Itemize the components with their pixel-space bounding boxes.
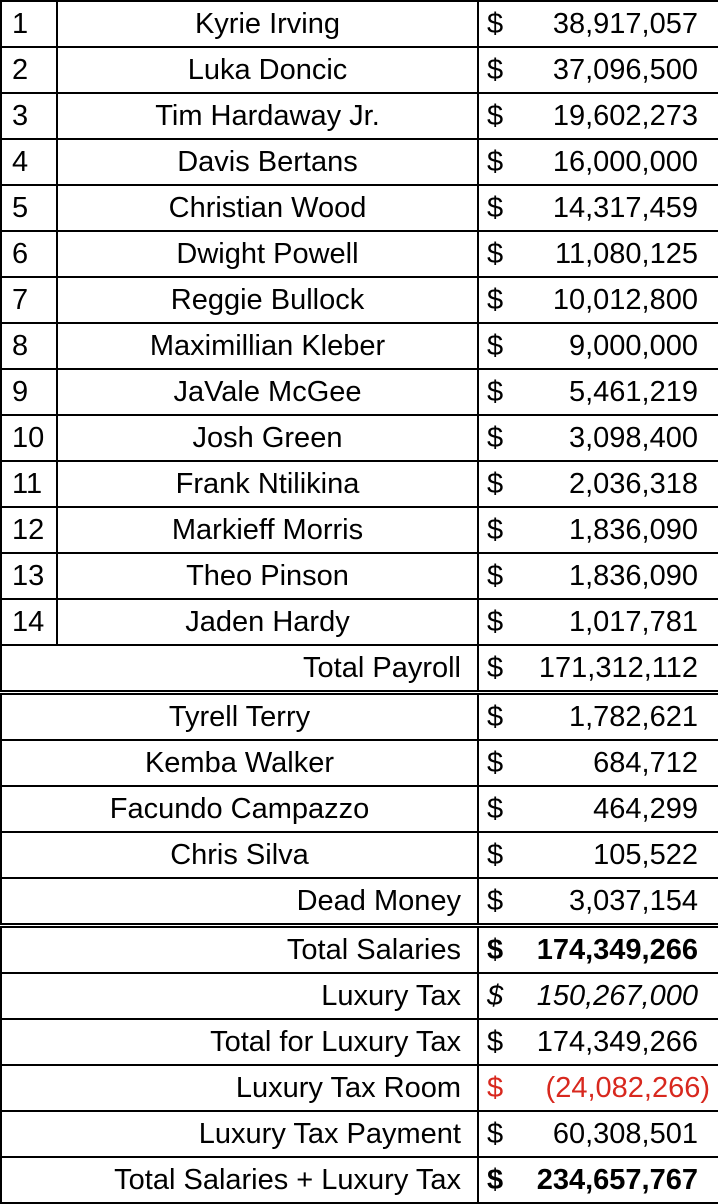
table-row [1, 786, 718, 832]
salary-value: 38,917,057 [552, 8, 698, 40]
salary-value: 1,782,621 [568, 701, 698, 733]
salary-value: 1,017,781 [568, 606, 698, 638]
player-rank: 9 [1, 369, 57, 415]
salary-value: 19,602,273 [552, 100, 698, 132]
salary-amount [478, 185, 718, 231]
total-salaries-label: Total Salaries [1, 926, 478, 974]
currency-symbol: $ [487, 8, 504, 40]
currency-symbol: $ [487, 1026, 504, 1058]
total-payroll-row [1, 645, 718, 693]
table-row [1, 693, 718, 741]
total-salaries-plus-tax-label: Total Salaries + Luxury Tax [1, 1157, 478, 1203]
player-name: Tyrell Terry [1, 693, 478, 741]
salary-amount [478, 507, 718, 553]
player-name: Chris Silva [1, 832, 478, 878]
table-row [1, 93, 718, 139]
luxury-tax-payment-value: 60,308,501 [552, 1118, 698, 1150]
table-row [1, 461, 718, 507]
table-row [1, 139, 718, 185]
currency-symbol: $ [487, 330, 504, 362]
salary-value: 11,080,125 [555, 238, 698, 270]
dead-money-row [1, 878, 718, 926]
total-salaries-amount [478, 926, 718, 974]
roster-section [1, 1, 718, 645]
currency-symbol: $ [487, 934, 504, 966]
player-name: Josh Green [57, 415, 478, 461]
currency-symbol: $ [487, 839, 504, 871]
player-rank: 1 [1, 1, 57, 47]
player-rank: 8 [1, 323, 57, 369]
summary-section [1, 926, 718, 1204]
salary-amount [478, 740, 718, 786]
table-row [1, 740, 718, 786]
currency-symbol: $ [487, 606, 504, 638]
luxury-tax-room-amount [478, 1065, 718, 1111]
player-rank: 12 [1, 507, 57, 553]
player-rank: 5 [1, 185, 57, 231]
player-rank: 2 [1, 47, 57, 93]
player-name: Jaden Hardy [57, 599, 478, 645]
salary-amount [478, 323, 718, 369]
luxury-tax-payment-row [1, 1111, 718, 1157]
salary-value: 16,000,000 [552, 146, 698, 178]
payroll-total-section [1, 645, 718, 693]
player-name: Theo Pinson [57, 553, 478, 599]
luxury-tax-value: 150,267,000 [536, 980, 698, 1012]
salary-value: 1,836,090 [568, 560, 698, 592]
table-row [1, 369, 718, 415]
total-payroll-amount [478, 645, 718, 693]
player-name: Markieff Morris [57, 507, 478, 553]
salary-value: 2,036,318 [568, 468, 698, 500]
salary-amount [478, 832, 718, 878]
currency-symbol: $ [487, 422, 504, 454]
total-payroll-label: Total Payroll [1, 645, 478, 693]
player-name: Davis Bertans [57, 139, 478, 185]
dead-money-label: Dead Money [1, 878, 478, 926]
player-name: Christian Wood [57, 185, 478, 231]
salary-value: 9,000,000 [568, 330, 698, 362]
total-salaries-value: 174,349,266 [536, 934, 698, 966]
dead-money-total-section [1, 878, 718, 926]
salary-amount [478, 47, 718, 93]
currency-symbol: $ [487, 652, 504, 684]
player-name: Reggie Bullock [57, 277, 478, 323]
luxury-tax-room-value: (24,082,266) [545, 1072, 710, 1104]
table-row [1, 415, 718, 461]
table-row [1, 47, 718, 93]
total-salaries-row [1, 926, 718, 974]
salary-amount [478, 415, 718, 461]
dead-money-section [1, 693, 718, 879]
salary-amount [478, 231, 718, 277]
salary-amount [478, 1, 718, 47]
salary-amount [478, 461, 718, 507]
salary-amount [478, 553, 718, 599]
luxury-tax-room-label: Luxury Tax Room [1, 1065, 478, 1111]
currency-symbol: $ [487, 146, 504, 178]
player-rank: 4 [1, 139, 57, 185]
total-payroll-value: 171,312,112 [538, 652, 698, 684]
player-name: Maximillian Kleber [57, 323, 478, 369]
salary-value: 464,299 [593, 793, 698, 825]
player-name: JaVale McGee [57, 369, 478, 415]
table-row [1, 1, 718, 47]
currency-symbol: $ [487, 701, 504, 733]
currency-symbol: $ [487, 1164, 504, 1196]
salary-value: 3,098,400 [568, 422, 698, 454]
table-row [1, 231, 718, 277]
salary-amount [478, 139, 718, 185]
dead-money-amount [478, 878, 718, 926]
salary-amount [478, 599, 718, 645]
currency-symbol: $ [487, 238, 504, 270]
player-rank: 10 [1, 415, 57, 461]
total-salaries-plus-tax-amount [478, 1157, 718, 1203]
player-name: Frank Ntilikina [57, 461, 478, 507]
salary-amount [478, 693, 718, 741]
salary-amount [478, 369, 718, 415]
total-for-luxury-tax-value: 174,349,266 [536, 1026, 698, 1058]
luxury-tax-amount [478, 973, 718, 1019]
salary-amount [478, 277, 718, 323]
salary-value: 14,317,459 [552, 192, 698, 224]
salary-value: 684,712 [593, 747, 698, 779]
currency-symbol: $ [487, 100, 504, 132]
player-rank: 6 [1, 231, 57, 277]
luxury-tax-payment-amount [478, 1111, 718, 1157]
currency-symbol: $ [487, 793, 504, 825]
table-row [1, 507, 718, 553]
salary-amount [478, 786, 718, 832]
total-for-luxury-tax-row [1, 1019, 718, 1065]
player-name: Tim Hardaway Jr. [57, 93, 478, 139]
currency-symbol: $ [487, 192, 504, 224]
table-row [1, 553, 718, 599]
player-rank: 7 [1, 277, 57, 323]
player-rank: 11 [1, 461, 57, 507]
salary-value: 5,461,219 [568, 376, 698, 408]
luxury-tax-row [1, 973, 718, 1019]
player-name: Facundo Campazzo [1, 786, 478, 832]
currency-symbol: $ [487, 885, 504, 917]
player-rank: 14 [1, 599, 57, 645]
total-for-luxury-tax-label: Total for Luxury Tax [1, 1019, 478, 1065]
total-salaries-plus-tax-value: 234,657,767 [536, 1164, 698, 1196]
player-name: Kyrie Irving [57, 1, 478, 47]
table-row [1, 832, 718, 878]
salary-value: 37,096,500 [552, 54, 698, 86]
currency-symbol: $ [487, 980, 504, 1012]
player-rank: 3 [1, 93, 57, 139]
currency-symbol: $ [487, 747, 504, 779]
table-row [1, 277, 718, 323]
dead-money-value: 3,037,154 [568, 885, 698, 917]
total-for-luxury-tax-amount [478, 1019, 718, 1065]
player-rank: 13 [1, 553, 57, 599]
currency-symbol: $ [487, 376, 504, 408]
player-name: Kemba Walker [1, 740, 478, 786]
currency-symbol: $ [487, 284, 504, 316]
currency-symbol: $ [487, 468, 504, 500]
salary-value: 105,522 [593, 839, 698, 871]
salary-amount [478, 93, 718, 139]
luxury-tax-payment-label: Luxury Tax Payment [1, 1111, 478, 1157]
player-name: Luka Doncic [57, 47, 478, 93]
player-name: Dwight Powell [57, 231, 478, 277]
luxury-tax-label: Luxury Tax [1, 973, 478, 1019]
salary-value: 10,012,800 [552, 284, 698, 316]
table-row [1, 599, 718, 645]
currency-symbol: $ [487, 560, 504, 592]
table-row [1, 185, 718, 231]
table-row [1, 323, 718, 369]
luxury-tax-room-row [1, 1065, 718, 1111]
salary-value: 1,836,090 [568, 514, 698, 546]
currency-symbol: $ [487, 1118, 504, 1150]
currency-symbol: $ [487, 54, 504, 86]
currency-symbol: $ [487, 514, 504, 546]
currency-symbol: $ [487, 1072, 504, 1104]
total-salaries-plus-tax-row [1, 1157, 718, 1203]
